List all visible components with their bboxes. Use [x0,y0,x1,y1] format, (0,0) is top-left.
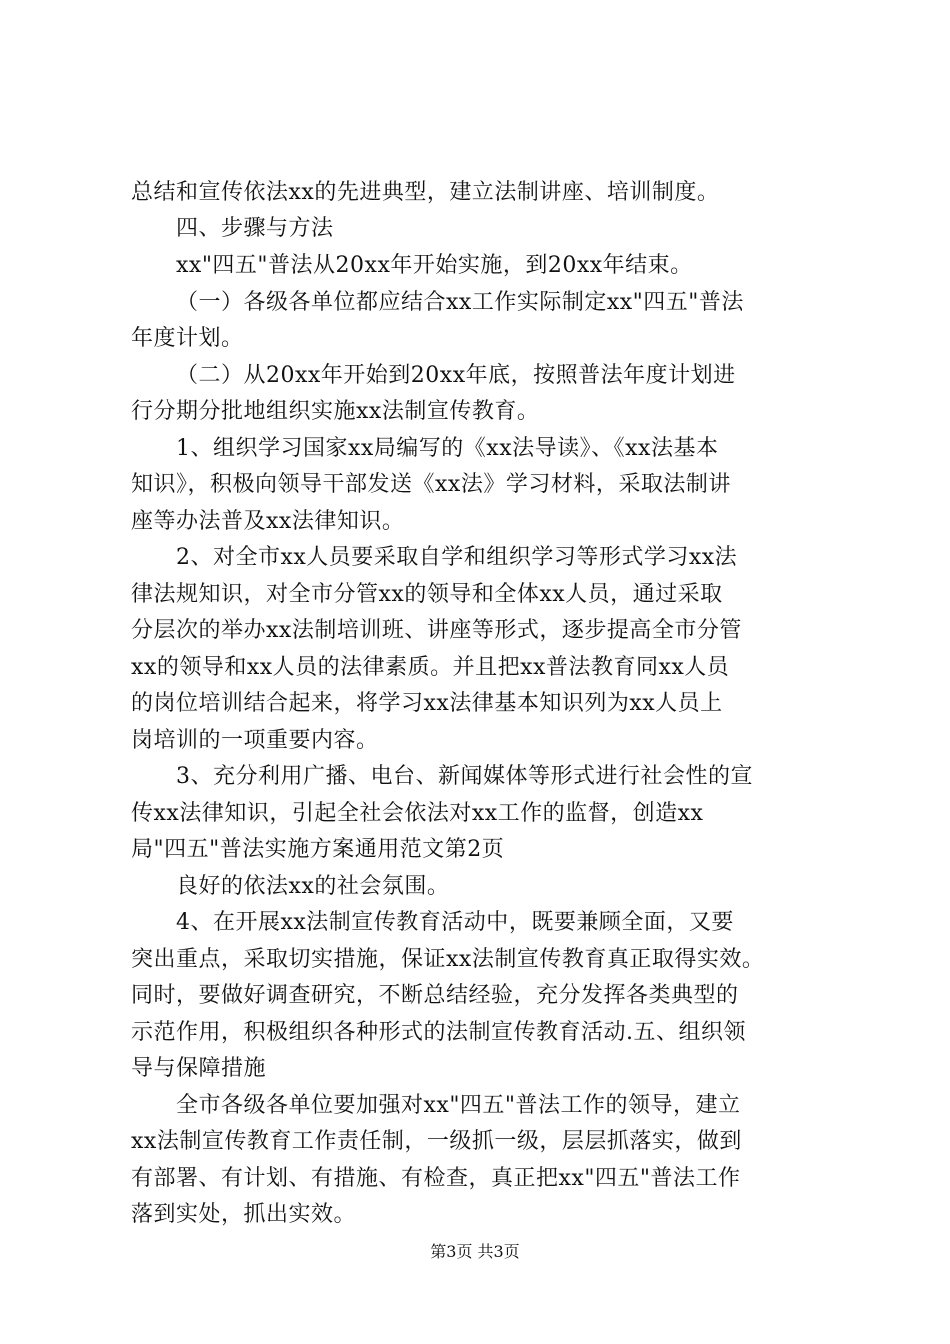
text-line: 同时，要做好调查研究，不断总结经验，充分发挥各类典型的 [131,983,739,1008]
text-line: 4、在开展xx法制宣传教育活动中，既要兼顾全面，又要 [176,910,734,935]
text-line: 律法规知识，对全市分管xx的领导和全体xx人员，通过采取 [131,582,723,607]
text-line: 知识》，积极向领导干部发送《xx法》学习材料，采取法制讲 [131,472,731,497]
text-line: 1、组织学习国家xx局编写的《xx法导读》、《xx法基本 [176,436,719,461]
page-footer: 第3页 共3页 [430,1242,520,1261]
text-line: 导与保障措施 [131,1056,267,1081]
section-heading: 四、步骤与方法 [176,216,334,241]
text-line: （一）各级各单位都应结合xx工作实际制定xx"四五"普法 [176,290,744,315]
text-line: xx法制宣传教育工作责任制，一级抓一级，层层抓落实，做到 [131,1129,742,1154]
text-line: 良好的依法xx的社会氛围。 [176,874,450,899]
text-line: 传xx法律知识，引起全社会依法对xx工作的监督，创造xx [131,801,704,826]
text-line: （二）从20xx年开始到20xx年底，按照普法年度计划进 [176,363,736,388]
text-line: 2、对全市xx人员要采取自学和组织学习等形式学习xx法 [176,545,738,570]
text-line: 年度计划。 [131,326,244,351]
text-line: 3、充分利用广播、电台、新闻媒体等形式进行社会性的宣 [176,764,753,789]
text-line: 座等办法普及xx法律知识。 [131,509,405,534]
text-line: 有部署、有计划、有措施、有检查，真正把xx"四五"普法工作 [131,1166,741,1191]
text-line: xx的领导和xx人员的法律素质。并且把xx普法教育同xx人员 [131,655,730,680]
text-line: xx"四五"普法从20xx年开始实施，到20xx年结束。 [176,253,693,278]
text-line: 总结和宣传依法xx的先进典型，建立法制讲座、培训制度。 [131,180,720,205]
text-line: 行分期分批地组织实施xx法制宣传教育。 [131,399,540,424]
text-line: 示范作用，积极组织各种形式的法制宣传教育活动.五、组织领 [131,1020,746,1045]
text-line: 的岗位培训结合起来，将学习xx法律基本知识列为xx人员上 [131,691,723,716]
text-line: 全市各级各单位要加强对xx"四五"普法工作的领导，建立 [176,1093,741,1118]
text-line: 落到实处，抓出实效。 [131,1202,357,1227]
text-line: 突出重点，采取切实措施，保证xx法制宣传教育真正取得实效。 [131,947,765,972]
text-line: 局"四五"普法实施方案通用范文第2页 [131,837,505,862]
text-line: 分层次的举办xx法制培训班、讲座等形式，逐步提高全市分管 [131,618,742,643]
text-line: 岗培训的一项重要内容。 [131,728,379,753]
